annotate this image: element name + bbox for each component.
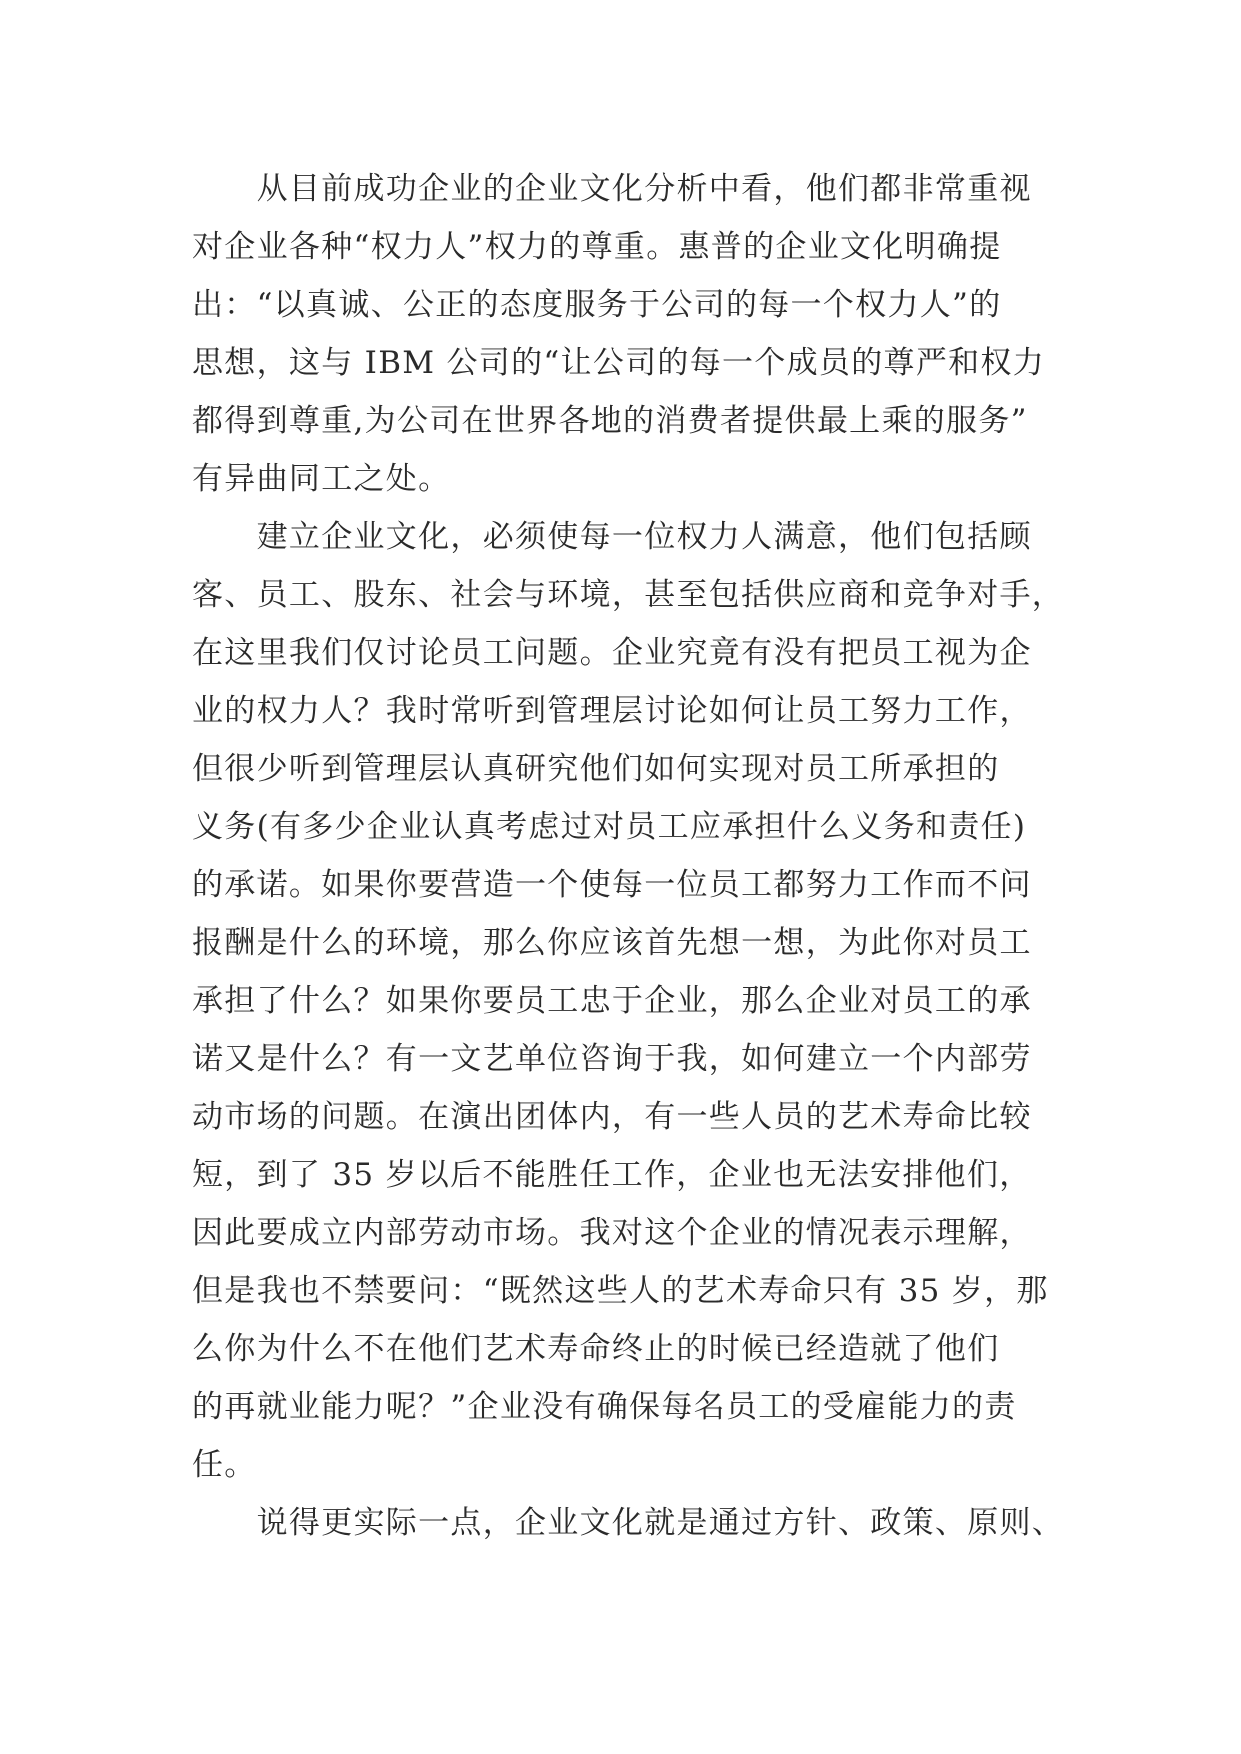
text-line: 诺又是什么？有一文艺单位咨询于我，如何建立一个内部劳 — [192, 1041, 1032, 1077]
text-line: 建立企业文化，必须使每一位权力人满意，他们包括顾 — [192, 519, 1032, 555]
text-line: 有异曲同工之处。 — [192, 461, 451, 497]
text-line: 但很少听到管理层认真研究他们如何实现对员工所承担的 — [192, 751, 1000, 787]
document-body — [192, 160, 1072, 1552]
text-line: 但是我也不禁要问：“既然这些人的艺术寿命只有 35 岁，那 — [192, 1273, 1049, 1309]
text-line: 因此要成立内部劳动市场。我对这个企业的情况表示理解， — [192, 1215, 1032, 1251]
text-line: 义务(有多少企业认真考虑过对员工应承担什么义务和责任) — [192, 809, 1027, 845]
text-line: 报酬是什么的环境，那么你应该首先想一想，为此你对员工 — [192, 925, 1032, 961]
paragraph-2 — [192, 508, 1072, 1494]
text-line: 出：“以真诚、公正的态度服务于公司的每一个权力人”的 — [192, 287, 1002, 323]
text-line: 对企业各种“权力人”权力的尊重。惠普的企业文化明确提 — [192, 229, 1002, 265]
text-line: 承担了什么？如果你要员工忠于企业，那么企业对员工的承 — [192, 983, 1032, 1019]
text-line: 么你为什么不在他们艺术寿命终止的时候已经造就了他们 — [192, 1331, 1000, 1367]
text-line: 业的权力人？我时常听到管理层讨论如何让员工努力工作， — [192, 693, 1032, 729]
text-line: 的再就业能力呢？”企业没有确保每名员工的受雇能力的责 — [192, 1389, 1017, 1425]
text-line: 短，到了 35 岁以后不能胜任工作，企业也无法安排他们， — [192, 1157, 1032, 1193]
text-line: 思想，这与 IBM 公司的“让公司的每一个成员的尊严和权力 — [192, 345, 1046, 381]
text-line: 都得到尊重,为公司在世界各地的消费者提供最上乘的服务” — [192, 403, 1028, 439]
text-line: 客、员工、股东、社会与环境，甚至包括供应商和竞争对手， — [192, 577, 1065, 613]
text-line: 的承诺。如果你要营造一个使每一位员工都努力工作而不问 — [192, 867, 1032, 903]
text-line: 在这里我们仅讨论员工问题。企业究竟有没有把员工视为企 — [192, 635, 1032, 671]
paragraph-3 — [192, 1494, 1072, 1552]
text-line: 从目前成功企业的企业文化分析中看，他们都非常重视 — [192, 171, 1032, 207]
text-line: 说得更实际一点，企业文化就是通过方针、政策、原则、 — [192, 1505, 1065, 1541]
text-line: 动市场的问题。在演出团体内，有一些人员的艺术寿命比较 — [192, 1099, 1032, 1135]
text-line: 任。 — [192, 1447, 257, 1483]
paragraph-1 — [192, 160, 1072, 508]
